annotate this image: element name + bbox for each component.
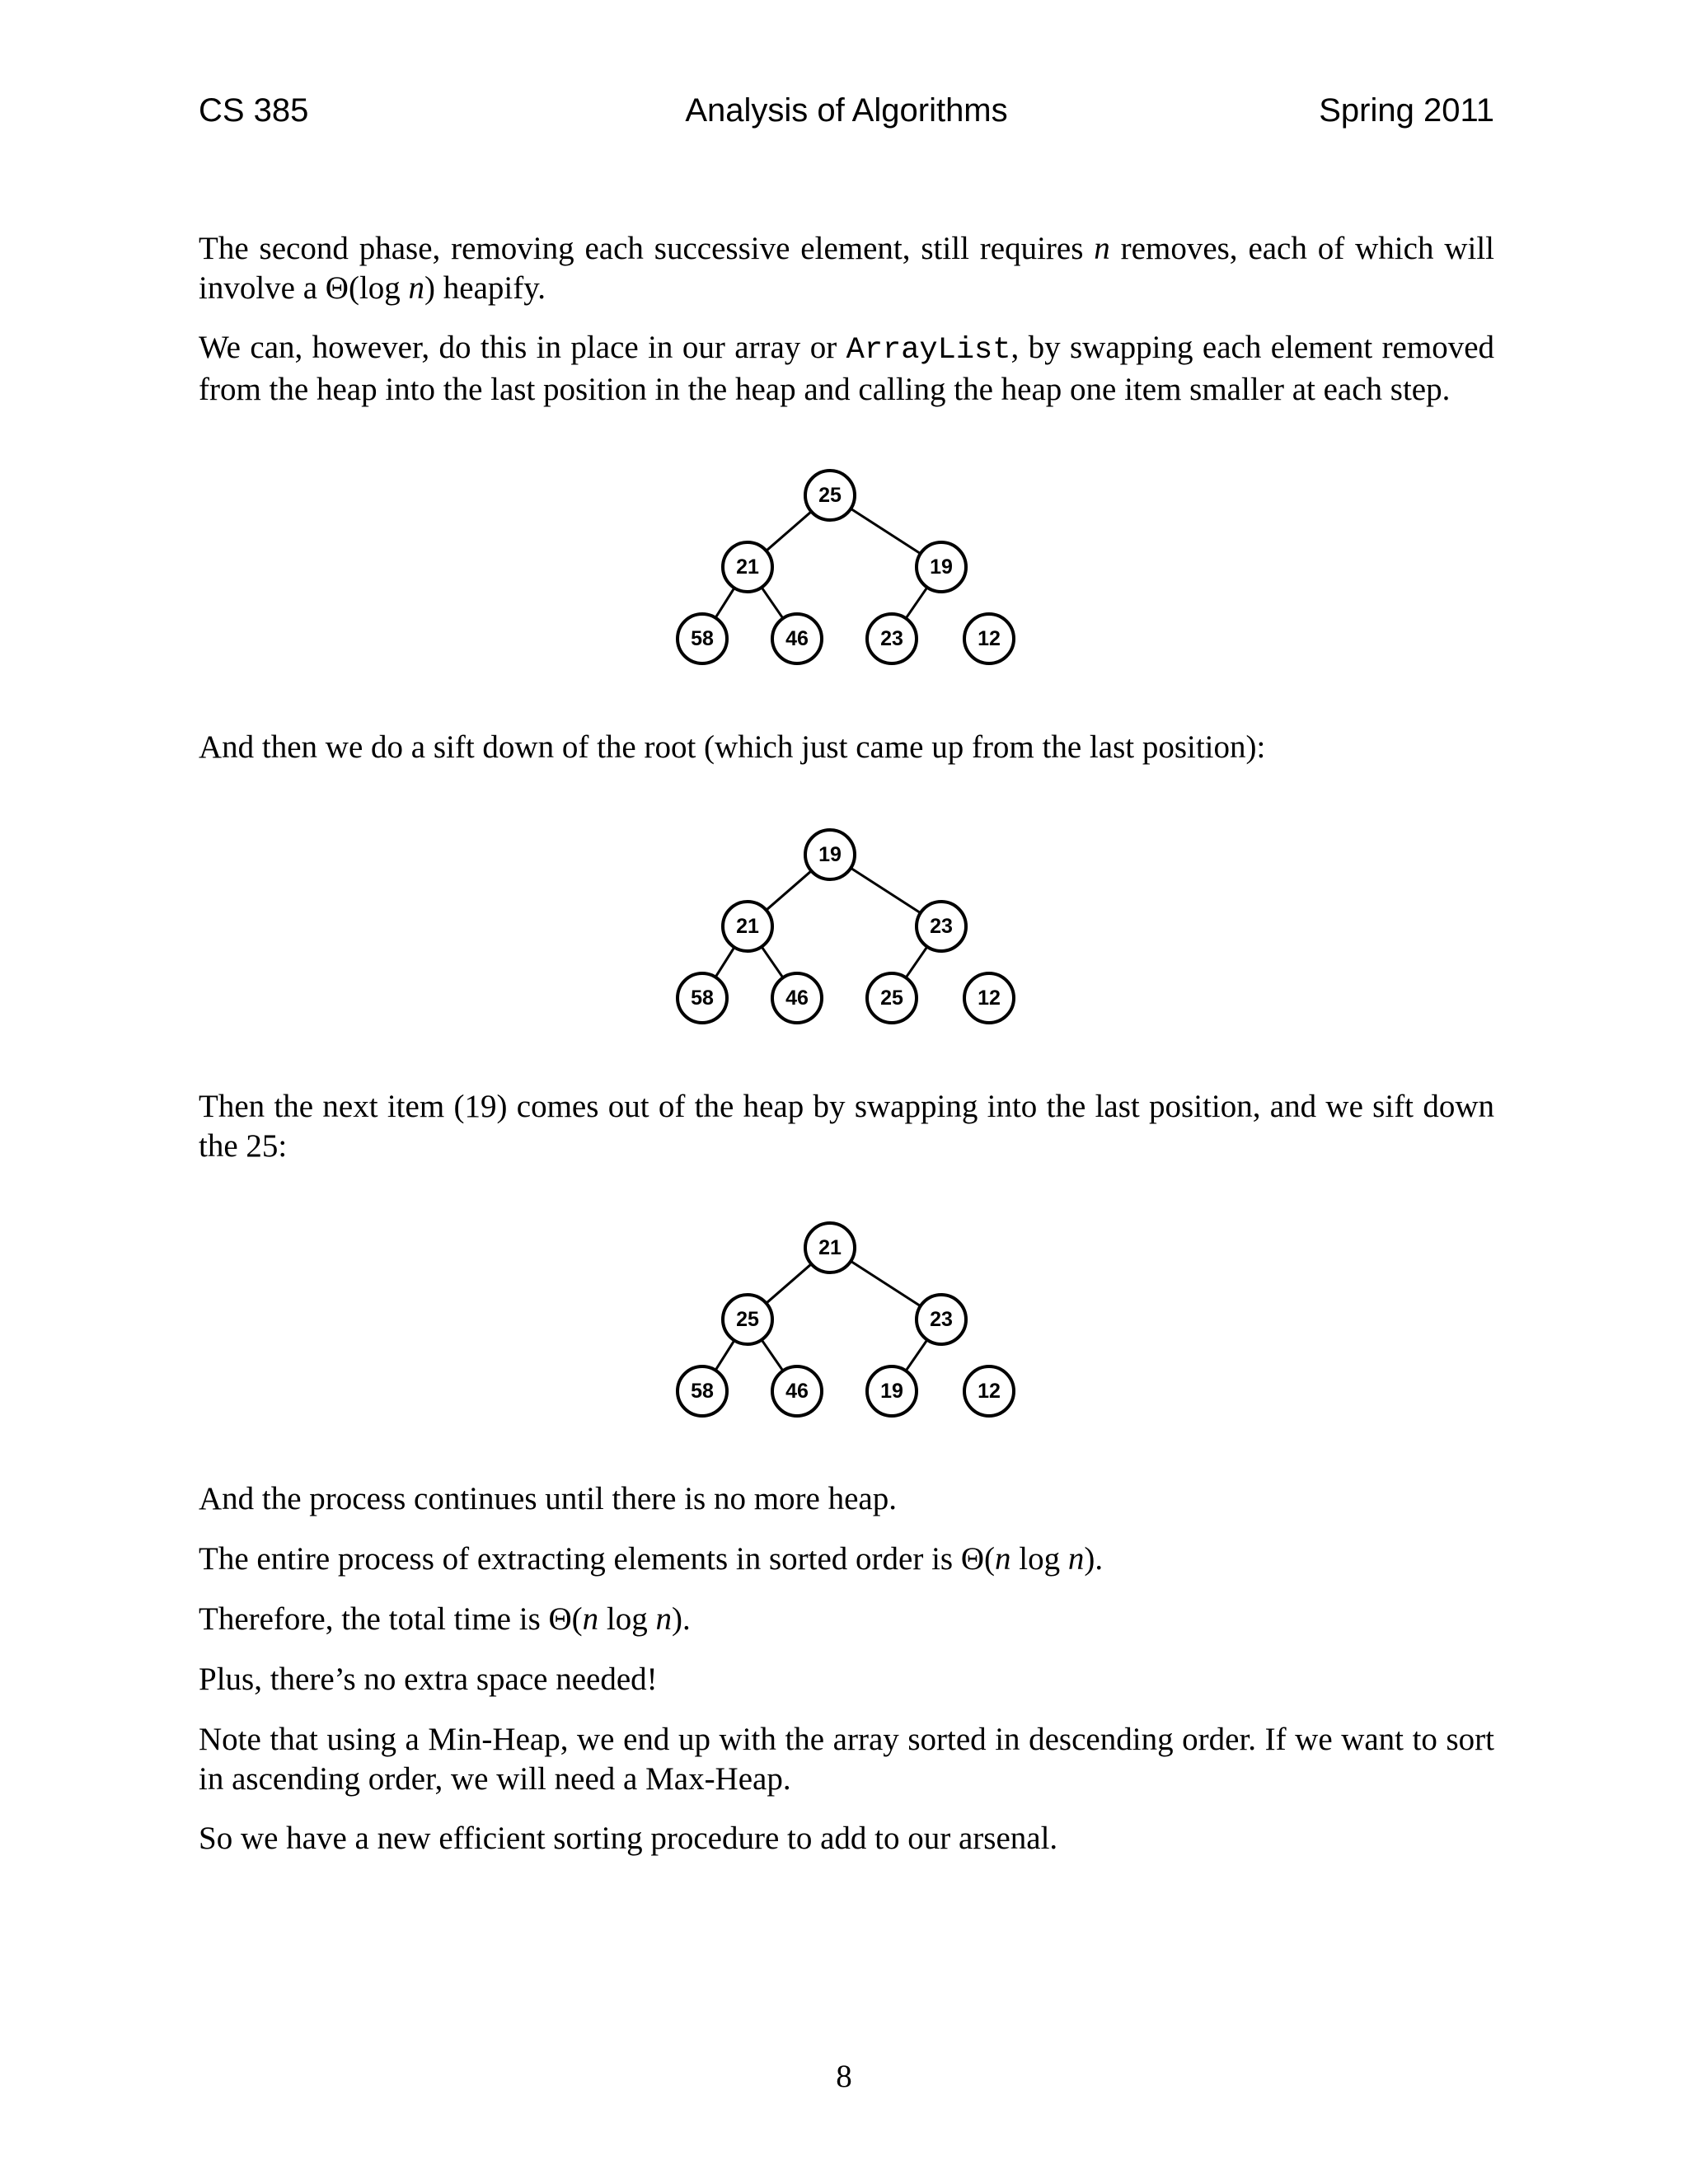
tree-node	[678, 1366, 727, 1416]
tree-edge	[906, 947, 927, 978]
tree-node	[805, 471, 855, 520]
paragraph-second-phase	[199, 229, 1494, 308]
tree-node-label: 21	[736, 915, 759, 938]
page-number: 8	[836, 2059, 852, 2094]
tree-node	[723, 542, 772, 592]
tree-node-label: 58	[691, 987, 714, 1010]
math-theta: Θ(	[960, 1541, 995, 1577]
tree-node	[805, 830, 855, 879]
paragraph-process-continues: And the process continues until there is no more heap.	[199, 1481, 897, 1516]
math-var-n: n	[408, 270, 425, 306]
tree-edge	[715, 947, 734, 977]
tree-node	[805, 1223, 855, 1272]
math-theta: Θ(	[548, 1601, 583, 1637]
tree-node-label: 21	[736, 555, 759, 579]
header-term: Spring 2011	[1319, 92, 1494, 129]
heap-tree-1	[659, 462, 1030, 668]
tree-edge	[715, 588, 734, 617]
text-run: The second phase, removing each successive element, still requires	[199, 231, 1095, 266]
tree-node	[964, 1366, 1014, 1416]
tree-node-label: 12	[978, 1380, 1001, 1403]
tree-node	[723, 1295, 772, 1344]
text-run: heapify.	[435, 270, 546, 306]
math-var-n: n	[1067, 1541, 1085, 1577]
tree-node	[772, 614, 822, 663]
tree-edge	[767, 512, 812, 551]
paragraph-total-time	[199, 1600, 1494, 1639]
text-run: , by swapping each element removed from the heap into the last position in the heap and calling the heap one item smaller at each step.	[199, 330, 1495, 407]
tree-node	[772, 973, 822, 1023]
text-run: .	[682, 1601, 691, 1637]
tree-edge	[762, 1340, 783, 1371]
tree-node-label: 23	[930, 915, 953, 938]
tree-node-label: 19	[818, 843, 842, 866]
tree-node-label: 46	[785, 627, 809, 650]
tree-edge	[851, 509, 921, 553]
header-course: CS 385	[199, 92, 309, 129]
tree-node-label: 12	[978, 627, 1001, 650]
page-header	[199, 92, 1494, 142]
tree-node	[678, 973, 727, 1023]
paragraph-conclusion: So we have a new efficient sorting procedure to add to our arsenal.	[199, 1821, 1058, 1856]
tree-node-label: 46	[785, 987, 809, 1010]
header-title: Analysis of Algorithms	[685, 92, 1008, 129]
tree-node-label: 46	[785, 1380, 809, 1403]
paragraph-no-extra-space: Plus, there’s no extra space needed!	[199, 1661, 658, 1697]
text-run: removes, each of which will involve a	[199, 231, 1495, 306]
tree-node	[917, 1295, 966, 1344]
math-paren: )	[1084, 1541, 1095, 1577]
math-paren: )	[424, 270, 436, 306]
tree-node-label: 58	[691, 627, 714, 650]
tree-edge	[906, 588, 927, 619]
tree-edge	[767, 1264, 812, 1304]
tree-node-label: 12	[978, 987, 1001, 1010]
code-arraylist: ArrayList	[846, 333, 1011, 368]
paragraph-in-place	[199, 328, 1494, 410]
math-var-n: n	[995, 1541, 1011, 1577]
tree-edge	[762, 947, 783, 978]
tree-node	[772, 1366, 822, 1416]
tree-node-label: 25	[880, 987, 903, 1010]
tree-edge	[851, 1261, 921, 1305]
tree-edge	[715, 1340, 734, 1370]
tree-node	[867, 1366, 917, 1416]
paragraph-next-item: Then the next item (19) comes out of the heap by swapping into the last position, and we sift down the 25:	[199, 1089, 1494, 1164]
math-paren: )	[672, 1601, 683, 1637]
tree-node	[867, 614, 917, 663]
math-var-n: n	[655, 1601, 673, 1637]
paragraph-min-heap-note: Note that using a Min-Heap, we end up with the array sorted in descending order. If we want to sort in ascending order, we will need a Max-Heap.	[199, 1722, 1494, 1797]
paragraph-sift-down: And then we do a sift down of the root (which just came up from the last position):	[199, 729, 1266, 765]
tree-node-label: 21	[818, 1236, 842, 1259]
tree-edge	[767, 871, 812, 911]
tree-node-label: 23	[930, 1308, 953, 1331]
math-var-n: n	[1094, 231, 1110, 266]
paragraph-extracting	[199, 1540, 1494, 1579]
tree-node-label: 25	[818, 484, 842, 507]
math-theta-log: Θ(log	[325, 270, 409, 306]
heap-tree-2	[659, 821, 1030, 1027]
heap-tree-3	[659, 1214, 1030, 1420]
tree-node	[917, 902, 966, 951]
math-log: log	[1010, 1541, 1068, 1577]
tree-edge	[906, 1340, 927, 1371]
tree-node-label: 58	[691, 1380, 714, 1403]
tree-node	[964, 973, 1014, 1023]
tree-node	[678, 614, 727, 663]
text-run: .	[1095, 1541, 1104, 1577]
tree-node-label: 19	[880, 1380, 903, 1403]
tree-edge	[762, 588, 783, 619]
tree-node-label: 19	[930, 555, 953, 579]
tree-node	[917, 542, 966, 592]
tree-node	[867, 973, 917, 1023]
tree-edge	[851, 868, 921, 912]
tree-node-label: 25	[736, 1308, 759, 1331]
tree-node	[964, 614, 1014, 663]
text-run: Therefore, the total time is	[199, 1601, 549, 1637]
tree-node	[723, 902, 772, 951]
text-run: We can, however, do this in place in our array or	[199, 330, 846, 365]
math-var-n: n	[582, 1601, 599, 1637]
math-log: log	[598, 1601, 656, 1637]
text-run: The entire process of extracting elements in sorted order is	[199, 1541, 961, 1577]
tree-node-label: 23	[880, 627, 903, 650]
